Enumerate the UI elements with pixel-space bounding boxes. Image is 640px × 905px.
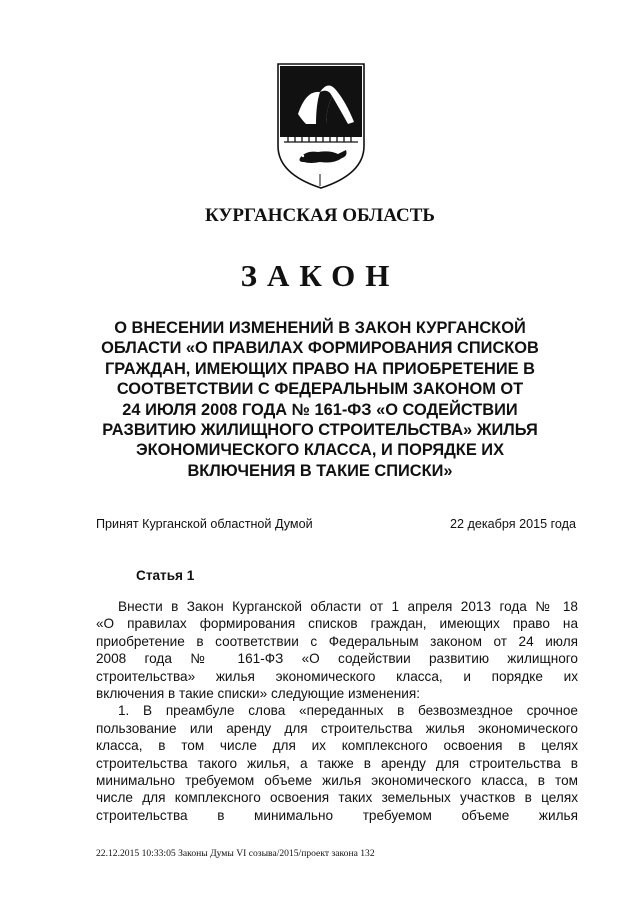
body-line: 1. В преамбуле слова «переданных в безвозмездное срочное bbox=[118, 703, 578, 719]
region-name: КУРГАНСКАЯ ОБЛАСТЬ bbox=[205, 205, 435, 226]
document-type-heading: ЗАКОН bbox=[240, 258, 400, 293]
law-title-line: ЭКОНОМИЧЕСКОГО КЛАССА, И ПОРЯДКЕ ИХ bbox=[135, 441, 505, 460]
document-footer: 22.12.2015 10:33:05 Законы Думы VI созыва/2015/проект закона 132 bbox=[96, 848, 375, 859]
body-line: строительства такого жилья, а также в аренду для строительства в bbox=[96, 755, 578, 771]
body-line: Внести в Закон Курганской области от 1 апреля 2013 года № 18 bbox=[118, 599, 578, 614]
body-line: приобретение в соответствии с Федеральным законом от 24 июля bbox=[96, 633, 578, 649]
article-heading: Статья 1 bbox=[136, 568, 195, 583]
article-body bbox=[96, 598, 578, 824]
body-line: минимально требуемом объеме жилья экономического класса, в том bbox=[96, 773, 578, 789]
adopted-by: Принят Курганской областной Думой bbox=[96, 517, 313, 531]
body-line: строительства в минимально требуемом объеме жилья bbox=[96, 807, 578, 823]
body-line: числе для комплексного освоения таких земельных участков в целях bbox=[96, 790, 578, 806]
body-line: класса, в том числе для их комплексного освоения в целях bbox=[96, 738, 578, 754]
law-title-line: СООТВЕТСТВИИ С ФЕДЕРАЛЬНЫМ ЗАКОНОМ ОТ bbox=[116, 380, 524, 399]
body-line: включения в такие списки» следующие изменения: bbox=[96, 686, 421, 702]
coat-of-arms-icon bbox=[276, 62, 366, 190]
law-title-line: О ВНЕСЕНИИ ИЗМЕНЕНИЙ В ЗАКОН КУРГАНСКОЙ bbox=[114, 319, 526, 337]
body-line: 2008 года № 161-ФЗ «О содействии развитию жилищного bbox=[96, 651, 578, 667]
law-title-line: ВКЛЮЧЕНИЯ В ТАКИЕ СПИСКИ» bbox=[187, 461, 453, 480]
adopted-date: 22 декабря 2015 года bbox=[450, 517, 576, 531]
law-title-line: 24 ИЮЛЯ 2008 ГОДА № 161-ФЗ «О СОДЕЙСТВИИ bbox=[122, 400, 518, 419]
body-line: «О правилах формирования списков граждан, имеющих право на bbox=[96, 616, 578, 632]
law-title-line: ОБЛАСТИ «О ПРАВИЛАХ ФОРМИРОВАНИЯ СПИСКОВ bbox=[101, 339, 539, 358]
law-title-line: ГРАЖДАН, ИМЕЮЩИХ ПРАВО НА ПРИОБРЕТЕНИЕ В bbox=[105, 359, 535, 378]
body-line: строительства» жилья экономического класса, и порядке их bbox=[96, 668, 578, 684]
adoption-row bbox=[96, 517, 576, 535]
law-title bbox=[92, 318, 548, 481]
body-line: пользование или аренду для строительства жилья экономического bbox=[96, 720, 578, 736]
law-title-line: РАЗВИТИЮ ЖИЛИЩНОГО СТРОИТЕЛЬСТВА» ЖИЛЬЯ bbox=[102, 421, 538, 440]
